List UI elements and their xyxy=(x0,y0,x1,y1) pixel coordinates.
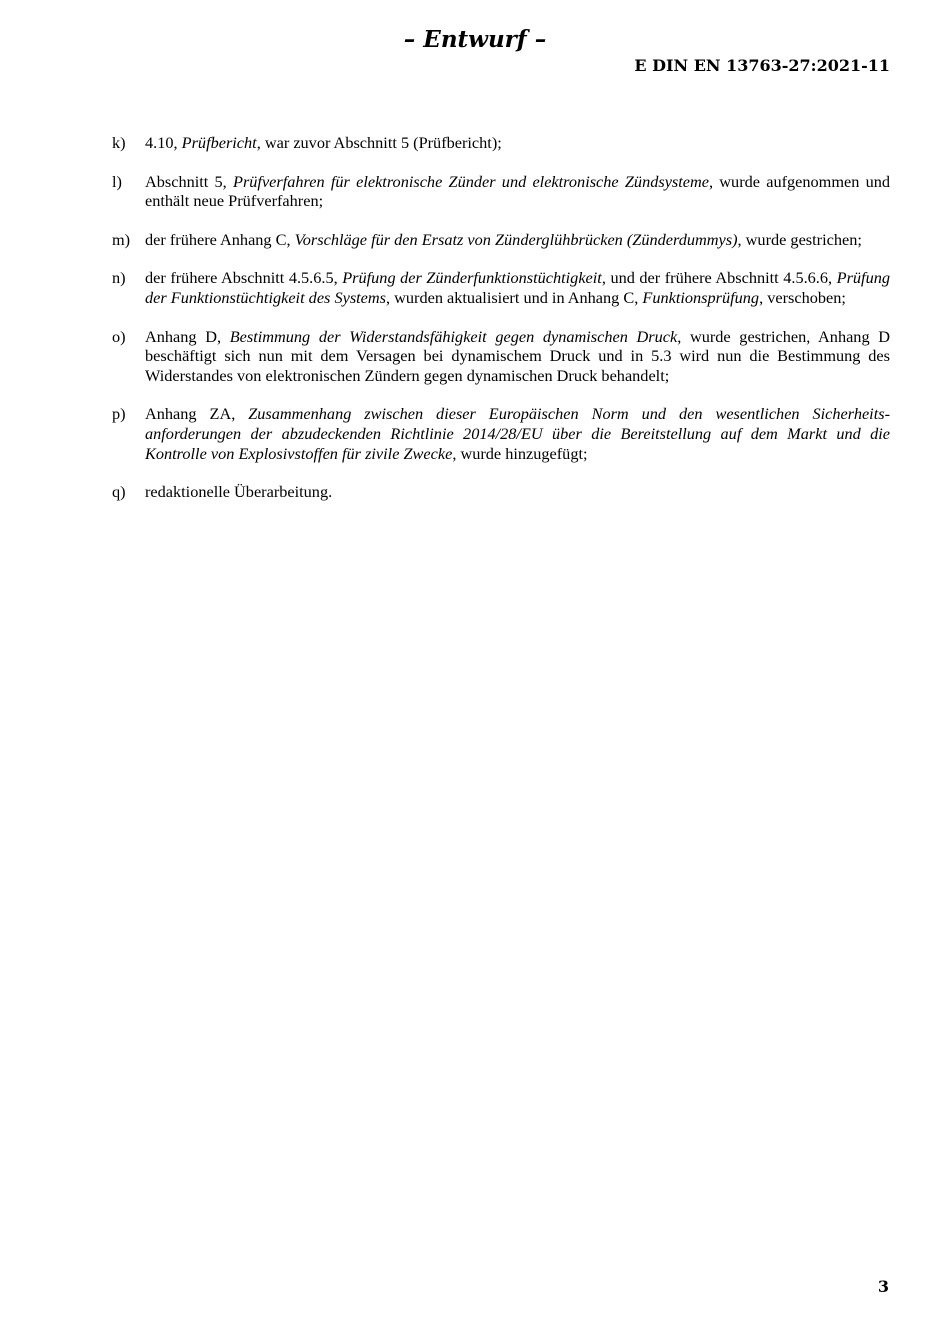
text-segment: , verschoben; xyxy=(759,287,846,307)
text-segment: , wurden aktualisiert und in Anhang C, xyxy=(386,287,643,307)
text-segment: redaktionelle Überarbeitung. xyxy=(145,482,333,502)
list-item-text xyxy=(145,230,890,250)
list-item xyxy=(112,404,890,463)
text-segment: Anhang D, xyxy=(145,326,230,346)
list-item-text xyxy=(145,482,890,502)
italic-title: Prüfung der Zünderfunktionstüchtigkeit xyxy=(342,268,602,288)
list-item xyxy=(112,482,890,502)
list-item xyxy=(112,172,890,211)
list-item-text xyxy=(145,172,890,211)
list-item xyxy=(112,133,890,153)
list-item-letter: m) xyxy=(112,229,131,249)
italic-title: Prüfbericht xyxy=(181,133,257,152)
list-item-letter: k) xyxy=(112,133,126,152)
list-item-text xyxy=(145,133,890,153)
list-item-text xyxy=(145,327,890,386)
italic-title: Vorschläge für den Ersatz von Zünderglühbrücken (Zünderdummys) xyxy=(294,229,738,249)
italic-title: Prüfverfahren für elektronische Zünder und elektronische Zündsysteme xyxy=(233,171,709,191)
list-item-text xyxy=(145,268,890,307)
list-item-letter: q) xyxy=(112,482,126,502)
list-item-text xyxy=(145,404,890,463)
list-item-letter: n) xyxy=(112,268,126,288)
text-segment: , wurde gestrichen, Anhang D beschäftigt sich nun mit dem Versagen bei dynamischem Druck und in 5.3 wird nun die Bestimmung des Widerstandes von elektronischen Zündern gegen dynamischen Druck behandelt; xyxy=(145,326,891,385)
text-segment: , wurde hinzugefügt; xyxy=(452,443,588,463)
italic-title: Bestimmung der Widerstandsfähigkeit gegen dynamischen Druck xyxy=(229,326,678,346)
text-segment: der frühere Abschnitt 4.5.6.5, xyxy=(145,268,343,288)
change-list xyxy=(112,133,890,521)
text-segment: , wurde aufgenommen und enthält neue Prüfverfahren; xyxy=(145,171,891,211)
text-segment: 4.10, xyxy=(145,133,182,152)
text-segment: , war zuvor Abschnitt 5 (Prüfbericht); xyxy=(256,133,502,152)
text-segment: , und der frühere Abschnitt 4.5.6.6, xyxy=(601,268,837,288)
list-item xyxy=(112,327,890,386)
text-segment: Abschnitt 5, xyxy=(145,171,233,191)
list-item-letter: o) xyxy=(112,326,126,346)
list-item xyxy=(112,230,890,250)
list-item xyxy=(112,268,890,307)
page-number: 3 xyxy=(877,1277,889,1296)
italic-title: Funktionsprüfung xyxy=(642,287,760,307)
text-segment: Anhang ZA, xyxy=(145,404,249,424)
list-item-letter: l) xyxy=(112,171,122,191)
text-segment: der frühere Anhang C, xyxy=(145,229,295,249)
document-id: E DIN EN 13763-27:2021-11 xyxy=(634,56,890,75)
italic-title: Zusammenhang zwischen dieser Europäischen Norm und den wesentlichen Sicherheits-anforderungen der abzudeckenden Richtlinie 2014/28/EU über die Bereitstellung auf dem Markt und die Kontrolle von Explosivstoffen für zivile Zwecke xyxy=(145,404,890,463)
list-item-letter: p) xyxy=(112,404,126,424)
text-segment: , wurde gestrichen; xyxy=(737,229,862,249)
italic-title: Prüfung der Funktionstüchtigkeit des Systems xyxy=(145,268,890,307)
draft-banner: – Entwurf – xyxy=(403,26,547,53)
